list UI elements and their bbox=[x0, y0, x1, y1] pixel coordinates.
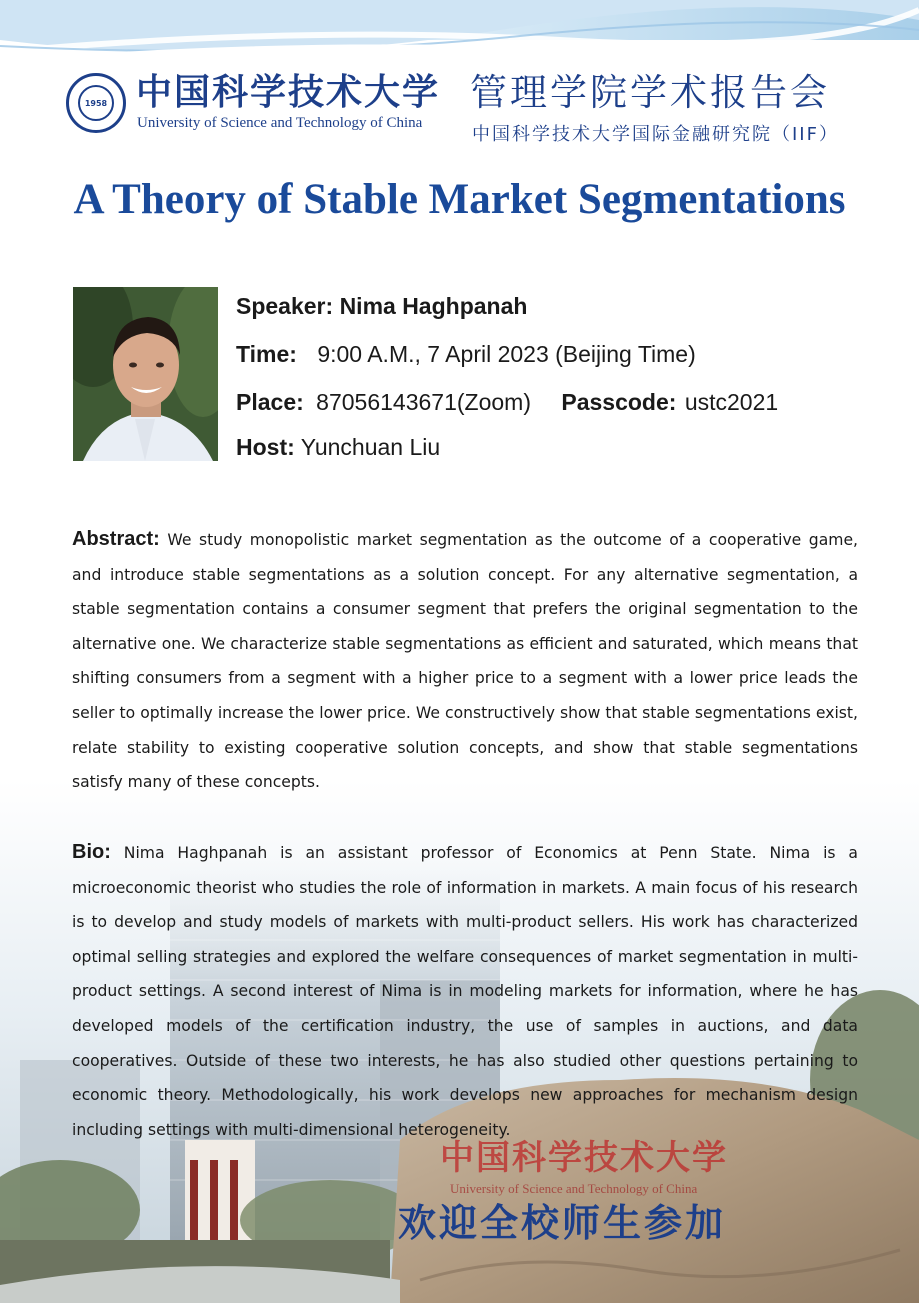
university-name-cn: 中国科学技术大学 bbox=[136, 71, 441, 113]
seal-year: 1958 bbox=[78, 85, 114, 121]
abstract-paragraph bbox=[72, 522, 858, 800]
host-label: Host: bbox=[236, 434, 295, 460]
time-line bbox=[236, 341, 696, 368]
time-label: Time: bbox=[236, 341, 297, 367]
speaker-line bbox=[236, 293, 527, 320]
university-name-en: University of Science and Technology of China bbox=[137, 115, 423, 131]
top-wave-decoration bbox=[0, 0, 919, 70]
bio-paragraph bbox=[72, 835, 858, 1147]
place-value: 87056143671(Zoom) bbox=[316, 389, 531, 415]
abstract-text: We study monopolistic market segmentation as the outcome of a cooperative game, and introduce stable segmentations as a solution concept. For any alternative segmentation, a stable segmentation contains a consumer segment that prefers the original segmentation to the alternative one. We characterize stable segmentations as efficient and saturated, which means that shifting consumers from a segment with a higher price to a segment with a lower price leads the seller to optimally increase the lower price. We constructively show that stable segmentations exist, relate stability to existing cooperative solution concepts, and show that stable segmentations satisfy many of these concepts. bbox=[72, 531, 858, 792]
speaker-label: Speaker: bbox=[236, 293, 334, 319]
stone-university-name-cn: 中国科学技术大学 bbox=[440, 1138, 728, 1178]
speaker-photo bbox=[73, 287, 218, 461]
host-value: Yunchuan Liu bbox=[300, 434, 441, 460]
bio-label: Bio: bbox=[72, 841, 111, 863]
talk-title: A Theory of Stable Market Segmentations bbox=[73, 176, 846, 223]
host-line bbox=[236, 434, 440, 461]
place-line bbox=[236, 389, 778, 416]
abstract-label: Abstract: bbox=[72, 528, 160, 550]
place-label: Place: bbox=[236, 389, 304, 415]
institute-name-cn: 中国科学技术大学国际金融研究院（IIF） bbox=[472, 124, 839, 145]
welcome-message: 欢迎全校师生参加 bbox=[398, 1200, 727, 1245]
bio-text: Nima Haghpanah is an assistant professor of Economics at Penn State. Nima is a microeconomic theorist who studies the role of information in markets. A main focus of his research is to develop and study models of markets with multi-product sellers. His work has characterized optimal selling strategies and explored the welfare consequences of market segmentation in multi-product settings. A second interest of Nima is in modeling markets for information, where he has developed models of the certification industry, the use of samples in auctions, and data cooperatives. Outside of these two interests, he has also studied other questions pertaining to economic theory. Methodologically, his work develops new approaches for mechanism design including settings with multi-dimensional heterogeneity. bbox=[72, 844, 858, 1139]
time-value: 9:00 A.M., 7 April 2023 (Beijing Time) bbox=[317, 341, 696, 367]
university-seal-logo bbox=[66, 73, 126, 133]
passcode-value: ustc2021 bbox=[684, 389, 779, 415]
passcode-label: Passcode: bbox=[561, 389, 677, 415]
event-title-cn: 管理学院学术报告会 bbox=[470, 71, 830, 114]
stone-university-name-en: University of Science and Technology of China bbox=[450, 1181, 698, 1196]
speaker-name: Nima Haghpanah bbox=[339, 293, 528, 319]
